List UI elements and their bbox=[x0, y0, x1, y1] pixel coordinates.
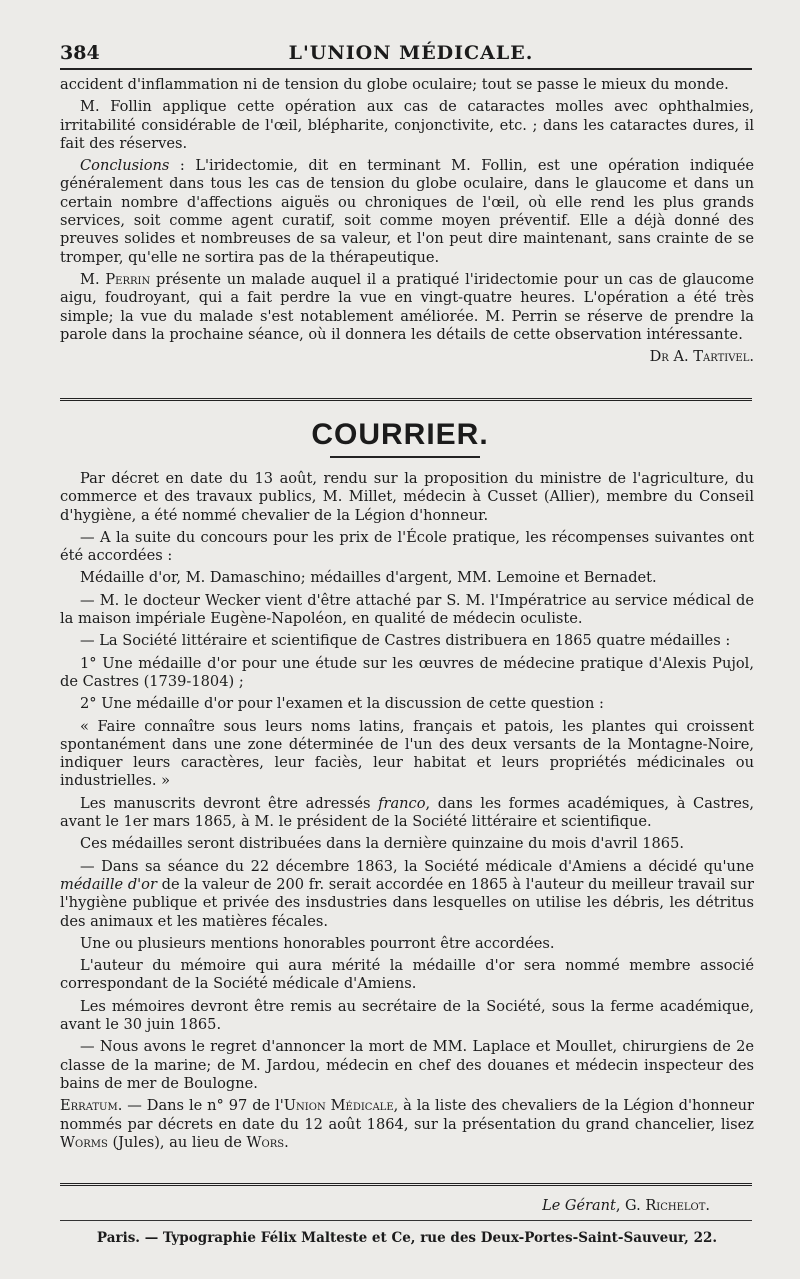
paragraph: — Dans sa séance du 22 décembre 1863, la Société médicale d'Amiens a décidé qu'une médaille d'or de la valeur de 200 fr. serait accordée en 1865 à l'auteur du meilleur travail sur l'hygiène publique et privée des insdustries dans lesquelles on utilise les débris, les détritus des animaux et les matières fécales. bbox=[60, 857, 754, 930]
conclusions-paragraph bbox=[60, 157, 754, 267]
article-signature: Dr A. Tartivel. bbox=[649, 348, 754, 366]
page-header bbox=[60, 24, 752, 64]
paragraph: Les manuscrits devront être adressés franco, dans les formes académiques, à Castres, avant le 1er mars 1865, à M. le président de la Société littéraire et scientifique. bbox=[60, 794, 754, 831]
footer-divider bbox=[60, 1183, 752, 1186]
paragraph: 1° Une médaille d'or pour une étude sur les œuvres de médecine pratique d'Alexis Pujol, de Castres (1739-1804) ; bbox=[60, 654, 754, 690]
imprint-rule bbox=[60, 1220, 752, 1221]
gerant-signature: Le Gérant, G. Richelot. bbox=[542, 1198, 710, 1214]
paragraph: — M. le docteur Wecker vient d'être attaché par S. M. l'Impératrice au service médical de la maison impériale Eugène-Napoléon, en qualité de médecin oculiste. bbox=[60, 591, 754, 628]
perrin-label: M. Perrin bbox=[80, 270, 151, 288]
erratum-label: Erratum. bbox=[60, 1097, 123, 1115]
perrin-paragraph bbox=[60, 271, 754, 344]
paragraph: L'auteur du mémoire qui aura mérité la médaille d'or sera nommé membre associé correspondant de la Société médicale d'Amiens. bbox=[60, 957, 754, 993]
section-divider bbox=[60, 398, 752, 401]
paragraph: — Nous avons le regret d'annoncer la mort de MM. Laplace et Moullet, chirurgiens de 2e classe de la marine; de M. Jardou, médecin en chef des douanes et médecin inspecteur des bains de mer de Boulogne. bbox=[60, 1038, 754, 1092]
conclusions-label: Conclusions bbox=[80, 157, 170, 175]
paragraph: Ces médailles seront distribuées dans la dernière quinzaine du mois d'avril 1865. bbox=[80, 835, 685, 853]
perrin-text: présente un malade auquel il a pratiqué l'iridectomie pour un cas de glaucome aigu, foudroyant, qui a fait perdre la vue en vingt-quatre heures. L'opération a été très simple; la vue du malade s'est notablement améliorée. M. Perrin se réserve de prendre la parole dans la prochaine séance, où il donnera les détails de cette observation intéressante. bbox=[60, 270, 755, 343]
top-article bbox=[60, 76, 754, 370]
paragraph: Les mémoires devront être remis au secrétaire de la Société, sous la ferme académique, avant le 30 juin 1865. bbox=[60, 997, 754, 1034]
paragraph: — La Société littéraire et scientifique de Castres distribuera en 1865 quatre médailles : bbox=[80, 632, 731, 650]
paragraph: — A la suite du concours pour les prix de l'École pratique, les récompenses suivantes ont été accordées : bbox=[60, 528, 754, 565]
section-title: COURRIER. bbox=[311, 418, 489, 451]
paragraph: Par décret en date du 13 août, rendu sur la proposition du ministre de l'agriculture, du commerce et des travaux publics, M. Millet, médecin à Cusset (Allier), membre du Conseil d'hygiène, a été nommé chevalier de la Légion d'honneur. bbox=[60, 470, 754, 524]
printer-imprint: Paris. — Typographie Félix Malteste et Ce, rue des Deux-Portes-Saint-Sauveur, 22. bbox=[96, 1230, 718, 1246]
paragraph: accident d'inflammation ni de tension du globe oculaire; tout se passe le mieux du monde. bbox=[60, 76, 729, 93]
paragraph: M. Follin applique cette opération aux cas de cataractes molles avec ophthalmies, irritabilité considérable de l'œil, blépharite, conjonctivite, etc. ; dans les cataractes dures, il fait des réserves. bbox=[60, 98, 754, 152]
paragraph: « Faire connaître sous leurs noms latins, français et patois, les plantes qui croissent spontanément dans une zone déterminée de l'un des deux versants de la Montagne-Noire, indiquer leurs caractères, leur faciès, leur habitat et leurs propriétés médicinales ou industrielles. » bbox=[60, 717, 754, 790]
conclusions-text: : L'iridectomie, dit en terminant M. Follin, est une opération indiquée généralement dans tous les cas de tension du globe oculaire, dans le glaucome et dans un certain nombre d'affections aiguës ou chroniques de l'œil, où elle rend les plus grands services, soit comme agent curatif, soit comme moyen préventif. Elle a déjà donné des preuves solides et nombreuses de sa valeur, et l'on peut dire maintenant, sans crainte de se tromper, qu'elle ne sortira pas de la thérapeutique. bbox=[60, 157, 754, 266]
header-rule bbox=[60, 68, 752, 70]
courrier-section bbox=[60, 470, 754, 1156]
page-number: 384 bbox=[60, 42, 100, 64]
paragraph: Une ou plusieurs mentions honorables pourront être accordées. bbox=[80, 934, 555, 952]
erratum-paragraph: Erratum. — Dans le n° 97 de l'Union Médicale, à la liste des chevaliers de la Légion d'honneur nommés par décrets en date du 12 août 1864, sur la présentation du grand chancelier, lisez Worms (Jules), au lieu de Wors. bbox=[60, 1097, 754, 1151]
running-title: L'UNION MÉDICALE. bbox=[288, 42, 534, 64]
paragraph: Médaille d'or, M. Damaschino; médailles d'argent, MM. Lemoine et Bernadet. bbox=[80, 569, 657, 587]
paragraph: 2° Une médaille d'or pour l'examen et la discussion de cette question : bbox=[80, 695, 604, 713]
section-title-rule bbox=[330, 456, 480, 458]
